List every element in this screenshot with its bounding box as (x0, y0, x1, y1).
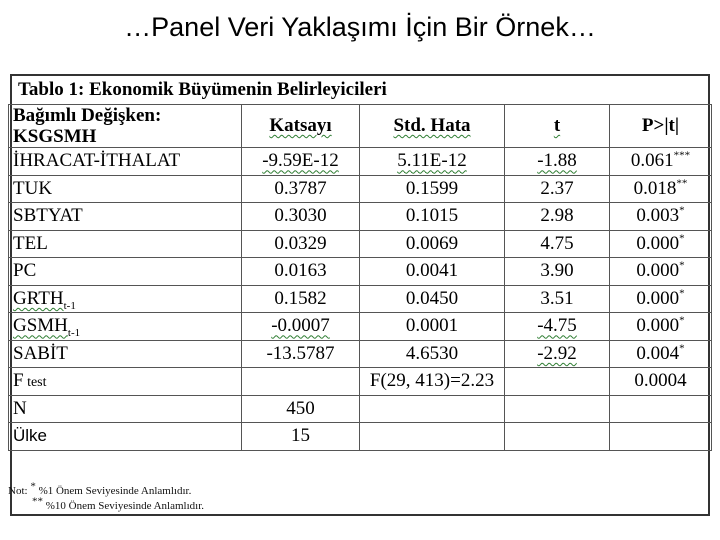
empty-cell (360, 423, 505, 451)
header-katsayi: Katsayı (242, 105, 360, 148)
header-std-hata: Std. Hata (360, 105, 505, 148)
ftest-empty-t (505, 368, 610, 396)
table-row (9, 148, 712, 176)
t-value: 4.75 (505, 230, 610, 258)
coefficient-value: 0.1582 (242, 285, 360, 313)
t-value: -4.75 (505, 313, 610, 341)
coefficient-value: -9.59E-12 (242, 148, 360, 176)
empty-cell (505, 423, 610, 451)
table-row (9, 258, 712, 286)
std-error-value: 0.1015 (360, 203, 505, 231)
std-error-value: 5.11E-12 (360, 148, 505, 176)
ftest-empty (242, 368, 360, 396)
empty-cell (360, 395, 505, 423)
std-error-value: 0.0450 (360, 285, 505, 313)
ulke-value: 15 (242, 423, 360, 451)
regression-table (8, 104, 712, 451)
p-value: 0.000* (610, 230, 712, 258)
variable-name: $GRTH_{t-1}$ (9, 285, 242, 313)
table-row-ftest (9, 368, 712, 396)
variable-name: İHRACAT-İTHALAT (9, 148, 242, 176)
p-value: 0.004* (610, 340, 712, 368)
coefficient-value: 0.0329 (242, 230, 360, 258)
slide-title: …Panel Veri Yaklaşımı İçin Bir Örnek… (124, 12, 596, 42)
n-label: N (9, 395, 242, 423)
dependent-variable-cell (9, 105, 242, 148)
coefficient-value: 0.3030 (242, 203, 360, 231)
table-row (9, 175, 712, 203)
empty-cell (610, 423, 712, 451)
table-notes (8, 480, 205, 514)
coefficient-value: -13.5787 (242, 340, 360, 368)
note-line-1: Not: * %1 Önem Seviyesinde Anlamlıdır. (8, 480, 192, 497)
std-error-value: 4.6530 (360, 340, 505, 368)
table-row-n (9, 395, 712, 423)
table-row (9, 313, 712, 341)
p-value: 0.018** (610, 175, 712, 203)
table-caption: Tablo 1: Ekonomik Büyümenin Belirleyicileri (18, 79, 387, 100)
std-error-value: 0.0001 (360, 313, 505, 341)
variable-name: SABİT (9, 340, 242, 368)
t-value: 2.98 (505, 203, 610, 231)
note-line-2: ** %10 Önem Seviyesinde Anlamlıdır. (32, 495, 205, 512)
variable-name: PC (9, 258, 242, 286)
ftest-statistic: F(29, 413)=2.23 (360, 368, 505, 396)
table-row (9, 203, 712, 231)
n-value: 450 (242, 395, 360, 423)
t-value: 3.51 (505, 285, 610, 313)
p-value: 0.000* (610, 258, 712, 286)
p-value: 0.000* (610, 285, 712, 313)
t-value: -2.92 (505, 340, 610, 368)
header-p: P>|t| (610, 105, 712, 148)
table-header-row (9, 105, 712, 148)
p-value: 0.003* (610, 203, 712, 231)
variable-name: TEL (9, 230, 242, 258)
dependent-variable-name: KSGSMH (13, 126, 97, 147)
t-value: 3.90 (505, 258, 610, 286)
coefficient-value: -0.0007 (242, 313, 360, 341)
empty-cell (505, 395, 610, 423)
coefficient-value: 0.3787 (242, 175, 360, 203)
table-row (9, 340, 712, 368)
table-row-ulke (9, 423, 712, 451)
std-error-value: 0.0069 (360, 230, 505, 258)
table-row (9, 230, 712, 258)
t-value: -1.88 (505, 148, 610, 176)
table-row (9, 285, 712, 313)
t-value: 2.37 (505, 175, 610, 203)
ftest-p-value: 0.0004 (610, 368, 712, 396)
variable-name: $GSMH_{t-1}$ (9, 313, 242, 341)
std-error-value: 0.0041 (360, 258, 505, 286)
variable-name: TUK (9, 175, 242, 203)
dependent-variable-label: Bağımlı Değişken: (13, 105, 162, 126)
p-value: 0.000* (610, 313, 712, 341)
header-t: t (505, 105, 610, 148)
std-error-value: 0.1599 (360, 175, 505, 203)
ftest-label: F test (9, 368, 242, 396)
empty-cell (610, 395, 712, 423)
ulke-label: Ülke (9, 423, 242, 451)
variable-name: SBTYAT (9, 203, 242, 231)
coefficient-value: 0.0163 (242, 258, 360, 286)
p-value: 0.061*** (610, 148, 712, 176)
